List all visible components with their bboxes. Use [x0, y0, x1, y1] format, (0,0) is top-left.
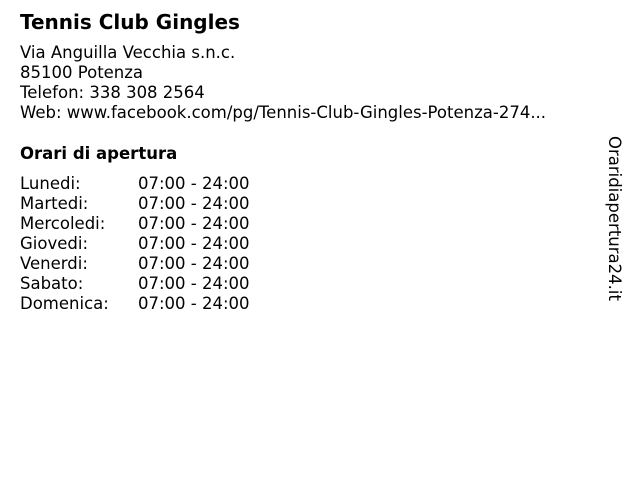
time-range: 07:00 - 24:00: [138, 234, 250, 253]
day-label: Mercoledi:: [20, 214, 106, 233]
address-line-1: Via Anguilla Vecchia s.n.c.: [20, 43, 236, 62]
hours-row-monday: [20, 174, 250, 194]
phone: Telefon: 338 308 2564: [20, 83, 205, 102]
opening-hours-list: [20, 174, 250, 314]
time-range: 07:00 - 24:00: [138, 174, 250, 193]
address-line-2: 85100 Potenza: [20, 63, 144, 82]
hours-row-friday: [20, 254, 250, 274]
hours-row-wednesday: [20, 214, 250, 234]
time-range: 07:00 - 24:00: [138, 254, 250, 273]
hours-row-tuesday: [20, 194, 250, 214]
day-label: Sabato:: [20, 274, 84, 293]
time-range: 07:00 - 24:00: [138, 274, 250, 293]
hours-row-sunday: [20, 294, 250, 314]
site-watermark: Oraridiapertura24.it: [605, 136, 624, 301]
day-label: Lunedi:: [20, 174, 81, 193]
time-range: 07:00 - 24:00: [138, 294, 250, 313]
day-label: Venerdi:: [20, 254, 88, 273]
day-label: Martedi:: [20, 194, 89, 213]
business-info: [20, 43, 546, 123]
hours-heading: Orari di apertura: [20, 144, 178, 163]
hours-row-saturday: [20, 274, 250, 294]
time-range: 07:00 - 24:00: [138, 214, 250, 233]
business-name: Tennis Club Gingles: [20, 10, 240, 34]
website: Web: www.facebook.com/pg/Tennis-Club-Gingles-Potenza-274...: [20, 103, 547, 122]
time-range: 07:00 - 24:00: [138, 194, 250, 213]
hours-row-thursday: [20, 234, 250, 254]
day-label: Domenica:: [20, 294, 109, 313]
day-label: Giovedi:: [20, 234, 88, 253]
